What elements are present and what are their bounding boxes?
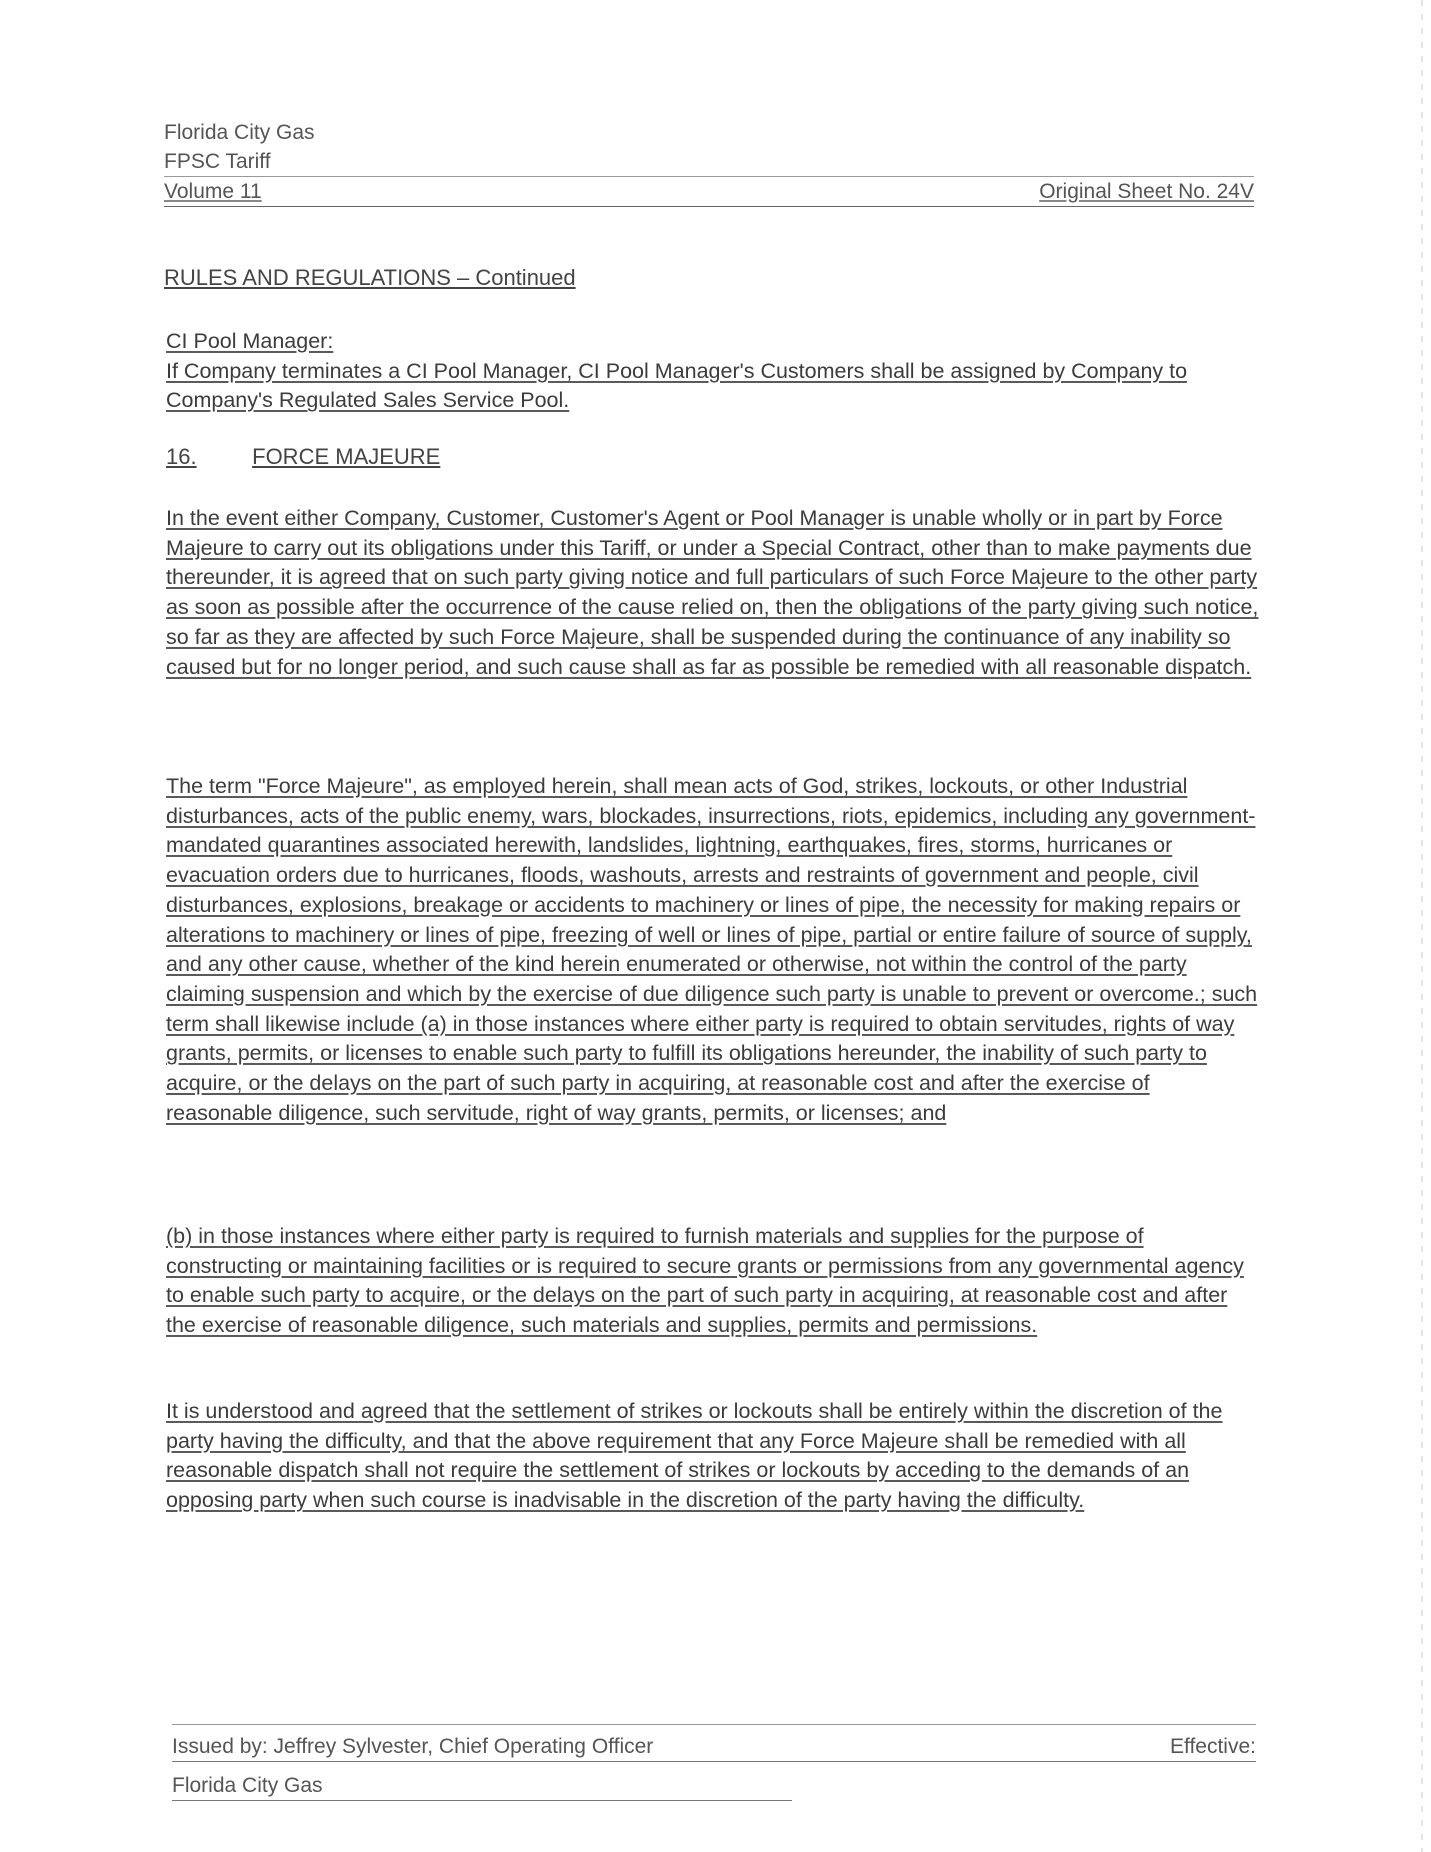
footer-issued-by: Issued by: Jeffrey Sylvester, Chief Operating Officer [172,1735,654,1758]
section-16-number: 16. [166,444,197,469]
force-majeure-paragraph-3: (b) in those instances where either party is required to furnish materials and supplies for the purpose of constructing or maintaining facilities or is required to secure grants or permissions from any governmental agency to enable such party to acquire, or the delays on the part of such party in acquiring, at reasonable cost and after the exercise of reasonable diligence, such materials and supplies, permits and permissions. [166,1224,1244,1338]
pool-manager-block [166,327,1261,416]
document-header [164,118,1254,207]
scan-edge-line [1421,0,1423,1852]
footer-company: Florida City Gas [172,1774,792,1801]
document-footer [172,1724,1256,1801]
footer-issued-row [172,1724,1256,1762]
header-volume-row [164,177,1254,207]
header-sheet-number: Original Sheet No. 24V [1039,180,1254,203]
pool-manager-text: If Company terminates a CI Pool Manager, CI Pool Manager's Customers shall be assigned by Company to Company's Regulated Sales Service Pool. [166,358,1188,413]
section-16-heading [166,444,440,470]
header-company: Florida City Gas [164,121,315,144]
section-16-title: FORCE MAJEURE [252,444,441,469]
force-majeure-paragraph-1: In the event either Company, Customer, Customer's Agent or Pool Manager is unable wholly or in part by Force Majeure to carry out its obligations under this Tariff, or under a Special Contract, other than to make payments due thereunder, it is agreed that on such party giving notice and full particulars of such Force Majeure to the other party as soon as possible after the occurrence of the cause relied on, then the obligations of the party giving such notice, so far as they are affected by such Force Majeure, shall be suspended during the continuance of any inability so caused but for no longer period, and such cause shall as far as possible be remedied with all reasonable dispatch. [166,506,1259,679]
header-tariff: FPSC Tariff [164,147,1254,177]
footer-effective: Effective: [1170,1735,1256,1758]
section-title: RULES AND REGULATIONS – Continued [164,265,576,290]
force-majeure-paragraph-2: The term "Force Majeure", as employed herein, shall mean acts of God, strikes, lockouts, or other Industrial disturbances, acts of the public enemy, wars, blockades, insurrections, riots, epidemics, including any government-mandated quarantines associated herewith, landslides, lightning, earthquakes, fires, storms, hurricanes or evacuation orders due to hurricanes, floods, washouts, arrests and restraints of government and people, civil disturbances, explosions, breakage or accidents to machinery or lines of pipe, the necessity for making repairs or alterations to machinery or lines of pipe, freezing of well or lines of pipe, partial or entire failure of source of supply, and any other cause, whether of the kind herein enumerated or otherwise, not within the control of the party claiming suspension and which by the exercise of due diligence such party is unable to prevent or overcome.; such term shall likewise include (a) in those instances where either party is required to obtain servitudes, rights of way grants, permits, or licenses to enable such party to fulfill its obligations hereunder, the inability of such party to acquire, or the delays on the part of such party in acquiring, at reasonable cost and after the exercise of reasonable diligence, such servitude, right of way grants, permits, or licenses; and [166,774,1258,1125]
force-majeure-paragraph-4: It is understood and agreed that the settlement of strikes or lockouts shall be entirely within the discretion of the party having the difficulty, and that the above requirement that any Force Majeure shall be remedied with all reasonable dispatch shall not require the settlement of strikes or lockouts by acceding to the demands of an opposing party when such course is inadvisable in the discretion of the party having the difficulty. [166,1399,1223,1513]
header-volume: Volume 11 [164,180,262,203]
pool-manager-label: CI Pool Manager: [166,329,334,353]
